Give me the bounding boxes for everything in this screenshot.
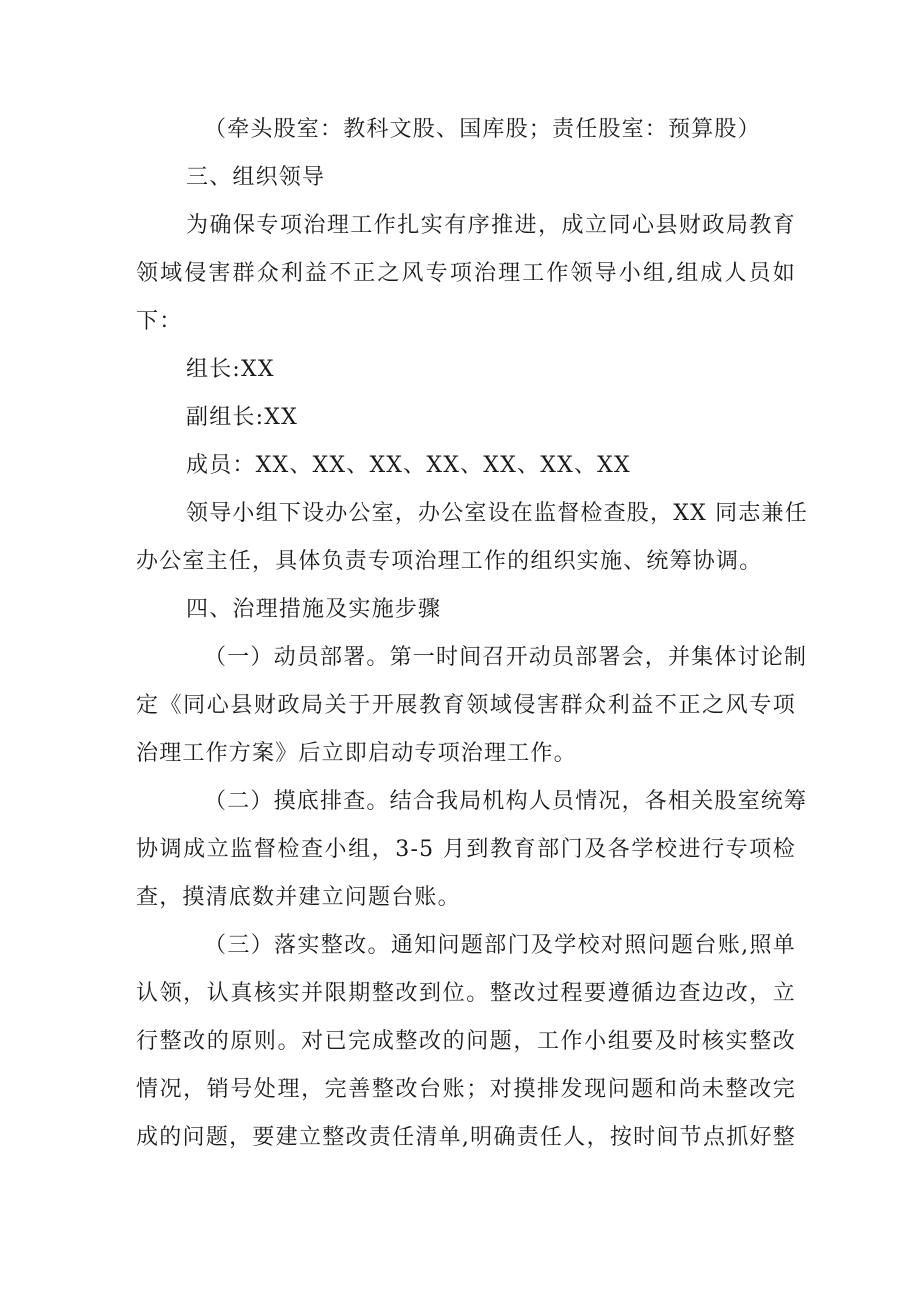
section-heading-organization: 三、组织领导 [186, 165, 326, 190]
paragraph-line: 治理工作方案》后立即启动专项治理工作。 [136, 741, 577, 766]
paragraph-line: （一）动员部署。第一时间召开动员部署会，并集体讨论制 [204, 645, 808, 670]
paragraph-line: 认领，认真核实并限期整改到位。整改过程要遵循边查边改，立 [136, 981, 796, 1006]
paragraph-line: 查，摸清底数并建立问题台账。 [136, 885, 461, 910]
paragraph-line: 下： [136, 309, 183, 334]
members-line: 成员：XX、XX、XX、XX、XX、XX、XX [186, 453, 631, 478]
paragraph-line: （三）落实整改。通知问题部门及学校对照问题台账,照单 [204, 933, 796, 958]
deputy-leader-line: 副组长:XX [186, 405, 298, 430]
responsible-units-note: （牵头股室：教科文股、国库股；责任股室：预算股） [204, 117, 761, 142]
paragraph-line: 为确保专项治理工作扎实有序推进，成立同心县财政局教育 [186, 213, 796, 238]
paragraph-line: 定《同心县财政局关于开展教育领域侵害群众利益不正之风专项 [136, 693, 796, 718]
paragraph-line: 成的问题，要建立整改责任清单,明确责任人，按时间节点抓好整 [136, 1125, 796, 1150]
paragraph-line: 领域侵害群众利益不正之风专项治理工作领导小组,组成人员如 [136, 261, 796, 286]
paragraph-line: 情况，销号处理，完善整改台账；对摸排发现问题和尚未整改完 [136, 1077, 796, 1102]
leader-line: 组长:XX [186, 357, 275, 382]
paragraph-line: 协调成立监督检查小组，3-5 月到教育部门及各学校进行专项检 [136, 837, 796, 862]
section-heading-measures: 四、治理措施及实施步骤 [186, 597, 442, 622]
paragraph-line: 领导小组下设办公室，办公室设在监督检查股，XX 同志兼任 [186, 501, 808, 526]
paragraph-line: 行整改的原则。对已完成整改的问题，工作小组要及时核实整改 [136, 1029, 796, 1054]
paragraph-line: 办公室主任，具体负责专项治理工作的组织实施、统筹协调。 [136, 549, 763, 574]
paragraph-line: （二）摸底排查。结合我局机构人员情况，各相关股室统筹 [204, 789, 808, 814]
